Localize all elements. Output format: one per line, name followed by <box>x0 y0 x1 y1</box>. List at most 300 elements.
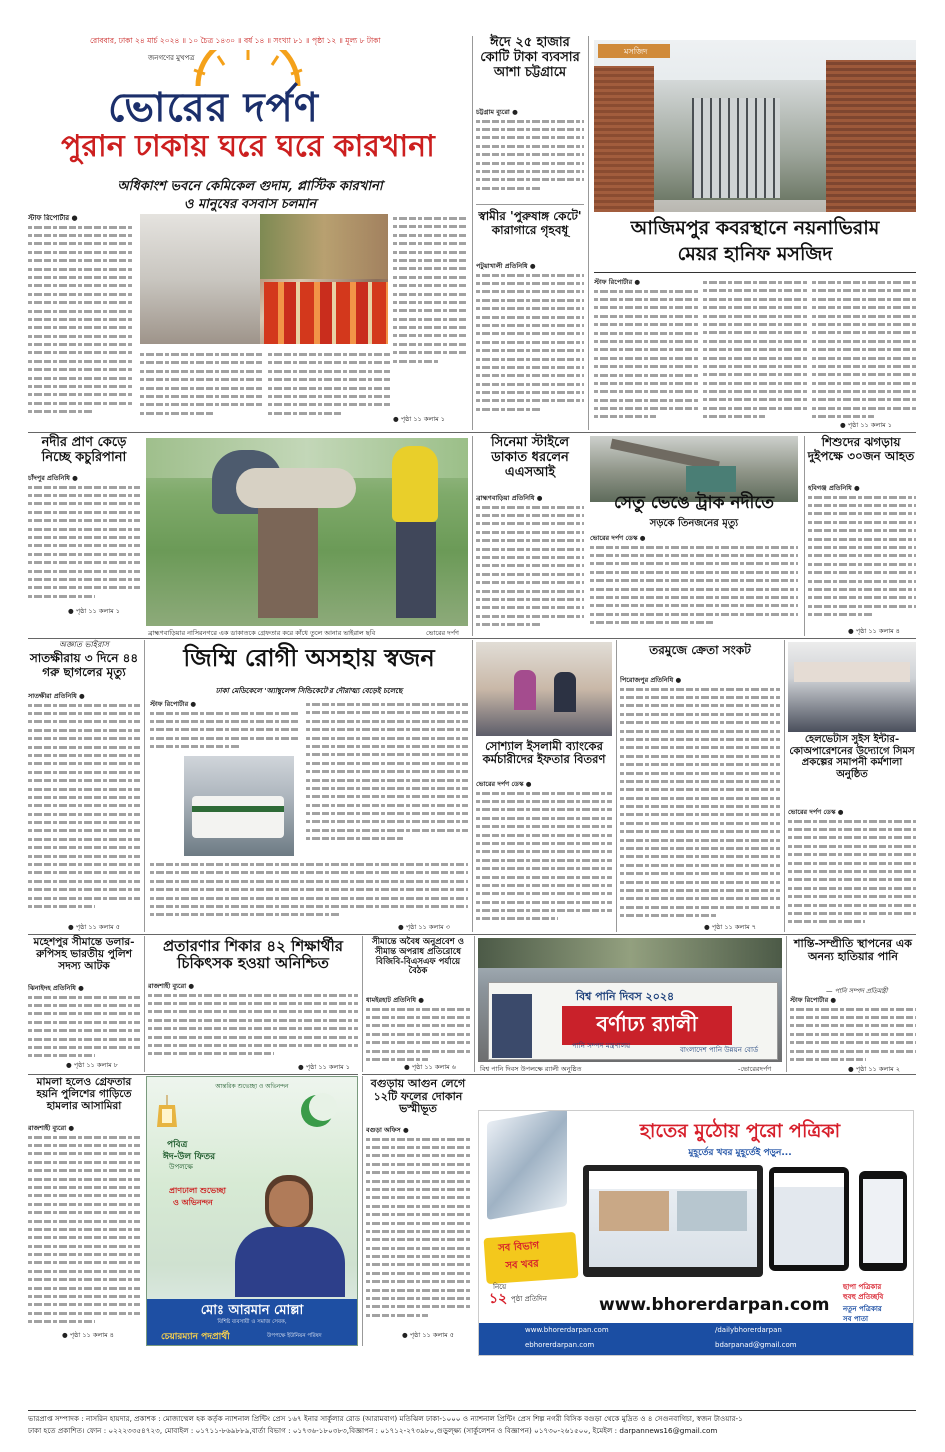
text-line <box>476 553 584 561</box>
text-line <box>620 785 780 793</box>
kids-jump: ● পৃষ্ঠা ১১ কলাম ৪ <box>848 627 901 635</box>
text-line <box>788 842 916 850</box>
epaper-pages-note: নিয়ে <box>493 1283 507 1291</box>
text-line <box>808 568 916 576</box>
text-line <box>28 1292 140 1300</box>
lead-column-4 <box>393 214 468 374</box>
text-line <box>366 1277 470 1285</box>
text-line <box>306 700 468 708</box>
text-line <box>366 1311 428 1319</box>
text-line <box>476 125 584 133</box>
text-line <box>808 560 916 568</box>
text-line <box>476 873 612 881</box>
text-line <box>476 329 584 337</box>
border-jump: ● পৃষ্ঠা ১১ কলাম ৬ <box>404 1063 457 1071</box>
text-line <box>594 379 698 387</box>
helvetas-headline: হেলভেটাস সুইস ইন্টার-কোঅপারেশনের উদ্যোগে সিমস প্রকল্পের সমাপনী কর্মশালা অনুষ্ঠিত <box>789 734 915 780</box>
text-line <box>28 491 140 499</box>
text-line <box>620 735 780 743</box>
helvetas-byline: ভোরের দর্পণ ডেস্ক ● <box>788 808 844 816</box>
mahespur-jump: ● পৃষ্ঠা ১১ কলাম ৮ <box>66 1061 119 1069</box>
text-line <box>28 357 134 365</box>
text-line <box>594 412 656 420</box>
text-line <box>28 801 140 809</box>
text-line <box>28 877 140 885</box>
lantern-icon <box>153 1095 181 1139</box>
text-line <box>150 885 468 893</box>
rally-ministry: পানি সম্পদ মন্ত্রণালয় <box>572 1042 631 1050</box>
text-line <box>28 885 140 893</box>
epaper-monitor <box>583 1165 763 1277</box>
text-line <box>28 281 134 289</box>
eid-ad-name: মোঃ আরমান মোল্লা <box>200 1303 304 1318</box>
epaper-contact-facebook[interactable]: /dailybhorerdarpan <box>715 1326 782 1334</box>
eid-body <box>476 108 584 200</box>
text-line <box>476 519 584 527</box>
ambulance-photo <box>184 756 294 856</box>
text-line <box>28 231 134 239</box>
text-line <box>812 328 916 336</box>
text-line <box>28 1225 140 1233</box>
text-line <box>140 409 213 417</box>
text-line <box>790 1013 916 1021</box>
husband-headline: স্বামীর 'পুরুষাঙ্গ কেটে' কারাগারে গৃহবধূ <box>478 209 582 237</box>
text-line <box>620 819 780 827</box>
epaper-contact-web[interactable]: www.bhorerdarpan.com <box>525 1326 609 1334</box>
social-byline: ভোরের দর্পণ ডেস্ক ● <box>476 780 532 788</box>
text-line <box>790 1055 866 1063</box>
text-line <box>788 909 916 917</box>
text-line <box>28 592 95 600</box>
text-line <box>28 1175 140 1183</box>
text-line <box>150 734 300 742</box>
social-body <box>476 780 612 930</box>
text-line <box>393 281 468 289</box>
text-line <box>28 860 140 868</box>
eid-ad-portrait <box>231 1167 349 1297</box>
text-line <box>812 395 916 403</box>
bogura-headline: বগুড়ায় আগুন লেগে ১২টি ফলের দোকান ভস্মীভূত <box>370 1077 466 1116</box>
text-line <box>148 1033 358 1041</box>
text-line <box>594 371 698 379</box>
text-line <box>150 902 468 910</box>
text-line <box>28 407 92 415</box>
text-line <box>808 501 916 509</box>
text-line <box>28 759 140 767</box>
text-line <box>476 388 584 396</box>
text-line <box>790 1047 916 1055</box>
text-line <box>703 354 807 362</box>
tagline: জনগণের মুখপত্র <box>148 54 195 62</box>
text-line <box>150 910 341 918</box>
text-line <box>306 784 468 792</box>
text-line <box>476 570 584 578</box>
text-line <box>620 861 780 869</box>
text-line <box>28 1133 140 1141</box>
epaper-contact-email[interactable]: bdarpanad@gmail.com <box>715 1341 797 1349</box>
text-line <box>620 769 780 777</box>
text-line <box>28 1284 140 1292</box>
cinema-body <box>476 494 584 634</box>
text-line <box>476 117 584 125</box>
text-line <box>476 856 612 864</box>
mosque-byline: স্টাফ রিপোর্টার ● <box>594 278 641 286</box>
text-line <box>594 404 698 412</box>
bridge-byline: ভোরের দর্পণ ডেস্ক ● <box>590 534 646 542</box>
kids-headline: শিশুদের ঝগড়ায় দুইপক্ষে ৩০জন আহত <box>807 435 915 463</box>
eid-ad-org: উপপক্ষে ইউনিয়ন পরিষদ <box>267 1333 322 1339</box>
iftar-photo <box>476 642 612 736</box>
epaper-tag-1: ছাপা পত্রিকার <box>843 1283 882 1291</box>
text-line <box>808 610 873 618</box>
text-line <box>28 776 140 784</box>
imprint-line-2: ঢাকা হতে প্রকাশিত। ফোন : ০২২২৩৩৫৪৭২৩, মোবাইল : ০১৭১১-৮৬৯৮৮৯,বার্তা বিভাগ : ০১৭৩৬-১৮০৩৮৩,বিজ্ঞাপন : ০১৭১২-২৭৩৯৮০,গুড়ুল্ক্ষ্য (সার্কুলেশন ও বিজ্ঞাপন) ০১৭৩০-২৬১৫০০, ইমেইল : darpannews16@gmail.com <box>28 1426 718 1435</box>
text-line <box>476 142 584 150</box>
husband-body <box>476 262 584 422</box>
text-line <box>476 831 612 839</box>
text-line <box>28 575 140 583</box>
text-line <box>28 902 95 910</box>
river-headline: নদীর প্রাণ কেড়ে নিচ্ছে কচুরিপানা <box>41 435 127 465</box>
hostage-column-2 <box>306 700 468 850</box>
text-line <box>28 332 134 340</box>
border-byline: ধামইরহাট প্রতিনিধি ● <box>366 996 424 1004</box>
epaper-headline: হাতের মুঠোয় পুরো পত্রিকা <box>639 1120 841 1142</box>
mahespur-headline: মহেশপুর সীমান্তে ডলার-রুপিসহ ভারতীয় পুলিশ সদস্য আটক <box>33 936 135 973</box>
eid-ad-line1: পবিত্র <box>167 1140 188 1150</box>
epaper-contact-epaper[interactable]: ebhorerdarpan.com <box>525 1341 595 1349</box>
dateline: রোববার, ঢাকা ২৪ মার্চ ২০২৪ ॥ ১০ চৈত্র ১৪৩০ ॥ বর্ষ ১৪ ॥ সংখ্যা ৮১ ॥ পৃষ্ঠা ১২ ॥ মূল্য ৮ টাকা <box>90 36 381 45</box>
text-line <box>790 1021 916 1029</box>
text-line <box>476 822 612 830</box>
text-line <box>703 395 807 403</box>
text-line <box>476 159 584 167</box>
text-line <box>28 1242 140 1250</box>
text-line <box>28 1051 95 1059</box>
text-line <box>366 1286 470 1294</box>
text-line <box>808 526 916 534</box>
text-line <box>28 1035 140 1043</box>
text-line <box>788 825 916 833</box>
text-line <box>476 271 584 279</box>
text-line <box>476 789 612 797</box>
kids-byline: হবিগঞ্জ প্রতিনিধি ● <box>808 484 860 492</box>
text-line <box>366 1151 470 1159</box>
text-line <box>366 1005 470 1013</box>
text-line <box>28 273 134 281</box>
hostage-byline: স্টাফ রিপোর্টার ● <box>150 700 197 708</box>
text-line <box>620 701 780 709</box>
epaper-badge-2: সব খবর <box>505 1258 540 1272</box>
epaper-phone <box>859 1171 907 1271</box>
text-line <box>476 814 612 822</box>
text-line <box>393 256 468 264</box>
text-line <box>620 718 780 726</box>
peace-kicker: — পানি সম্পদ প্রতিমন্ত্রী <box>826 987 888 995</box>
text-line <box>28 826 140 834</box>
text-line <box>703 320 807 328</box>
text-line <box>476 184 541 192</box>
text-line <box>28 550 140 558</box>
text-line <box>476 133 584 141</box>
text-line <box>590 543 798 551</box>
text-line <box>812 345 916 353</box>
text-line <box>703 404 807 412</box>
text-line <box>140 392 262 400</box>
text-line <box>812 379 916 387</box>
text-line <box>28 567 140 575</box>
text-line <box>148 1024 358 1032</box>
text-line <box>476 536 584 544</box>
text-line <box>590 559 798 567</box>
text-line <box>476 503 584 511</box>
peace-byline: স্টাফ রিপোর্টার ● <box>790 996 837 1004</box>
text-line <box>476 914 558 922</box>
text-line <box>620 903 780 911</box>
goats-body <box>28 692 140 924</box>
text-line <box>703 337 807 345</box>
hostage-headline: জিম্মি রোগী অসহায় স্বজন <box>183 643 435 672</box>
text-line <box>393 264 468 272</box>
mosque-tag: মসজিদ <box>598 44 670 58</box>
text-line <box>366 1193 470 1201</box>
text-line <box>28 558 140 566</box>
text-line <box>393 331 468 339</box>
text-line <box>788 859 916 867</box>
text-line <box>150 894 468 902</box>
text-line <box>28 541 140 549</box>
text-line <box>620 869 780 877</box>
lead-column-1 <box>28 214 134 424</box>
text-line <box>812 387 916 395</box>
text-line <box>703 379 807 387</box>
text-line <box>28 508 140 516</box>
text-line <box>28 843 140 851</box>
case-headline: মামলা হলেও গ্রেফতার হয়নি পুলিশের গাড়িতে হামলার আসামিরা <box>36 1076 132 1113</box>
text-line <box>620 810 780 818</box>
text-line <box>268 400 390 408</box>
text-line <box>140 367 262 375</box>
mosque-column-2 <box>703 278 807 428</box>
text-line <box>594 362 698 370</box>
text-line <box>620 827 780 835</box>
text-line <box>268 384 390 392</box>
text-line <box>28 734 140 742</box>
text-line <box>788 884 916 892</box>
text-line <box>28 717 140 725</box>
text-line <box>366 1160 470 1168</box>
text-line <box>28 298 134 306</box>
text-line <box>150 868 468 876</box>
newspaper-title: ভোরের দর্পণ <box>108 84 319 128</box>
text-line <box>28 1208 140 1216</box>
text-line <box>28 382 134 390</box>
text-line <box>306 792 468 800</box>
text-line <box>28 1275 140 1283</box>
melon-byline: পিরোজপুর প্রতিনিধি ● <box>620 676 682 684</box>
text-line <box>476 898 612 906</box>
text-line <box>703 295 807 303</box>
text-line <box>812 370 916 378</box>
goats-headline: সাতক্ষীরায় ৩ দিনে ৪৪ গরু ছাগলের মৃত্যু <box>29 651 139 679</box>
text-line <box>28 348 134 356</box>
text-line <box>620 911 716 919</box>
goats-byline: সাতক্ষীরা প্রতিনিধি ● <box>28 692 85 700</box>
text-line <box>594 312 698 320</box>
text-line <box>148 1041 358 1049</box>
text-line <box>28 1009 140 1017</box>
text-line <box>476 313 584 321</box>
epaper-tag-2: হুবহু প্রতিচ্ছবি <box>843 1293 884 1301</box>
text-line <box>788 875 916 883</box>
peace-headline: শান্তি-সম্প্রীতি স্থাপনের এক অনন্য হাতিয়ার পানি <box>794 937 912 963</box>
text-line <box>268 375 390 383</box>
text-line <box>28 701 140 709</box>
text-line <box>28 323 134 331</box>
text-line <box>476 603 584 611</box>
text-line <box>366 1235 470 1243</box>
text-line <box>28 256 134 264</box>
text-line <box>476 561 584 569</box>
fraud-body <box>148 982 358 1066</box>
text-line <box>393 231 468 239</box>
hostage-jump: ● পৃষ্ঠা ১১ কলাম ৩ <box>398 923 451 931</box>
text-line <box>594 345 698 353</box>
text-line <box>28 835 140 843</box>
text-line <box>703 387 807 395</box>
epaper-badge <box>484 1232 579 1284</box>
text-line <box>148 1049 274 1057</box>
text-line <box>590 601 798 609</box>
text-line <box>28 751 140 759</box>
text-line <box>366 1135 470 1143</box>
epaper-subheadline: মুহূর্তের খবর মুহূর্তেই পড়ুন... <box>688 1148 792 1158</box>
text-line <box>28 810 140 818</box>
text-line <box>306 742 468 750</box>
text-line <box>366 1260 470 1268</box>
text-line <box>28 1217 140 1225</box>
text-line <box>476 578 584 586</box>
text-line <box>476 587 584 595</box>
text-line <box>28 307 134 315</box>
text-line <box>620 743 780 751</box>
text-line <box>306 801 468 809</box>
text-line <box>812 286 916 294</box>
text-line <box>476 839 612 847</box>
text-line <box>366 1177 470 1185</box>
text-line <box>790 1038 916 1046</box>
text-line <box>594 329 698 337</box>
bogura-byline: বগুড়া অফিস ● <box>366 1126 409 1134</box>
text-line <box>366 1219 470 1227</box>
text-line <box>366 1168 470 1176</box>
mosque-headline-1: আজিমপুর কবরস্থানে নয়নাভিরাম <box>630 217 880 239</box>
text-line <box>366 1302 470 1310</box>
text-line <box>268 367 390 375</box>
peace-body <box>790 996 916 1066</box>
text-line <box>808 602 916 610</box>
text-line <box>150 717 300 725</box>
text-line <box>366 1021 470 1029</box>
text-line <box>28 1149 140 1157</box>
epaper-tag-3: নতুন পত্রিকার <box>843 1305 882 1313</box>
mahespur-byline: ঝিনাইদহ প্রতিনিধি ● <box>28 984 84 992</box>
text-line <box>703 412 765 420</box>
text-line <box>393 315 468 323</box>
text-line <box>28 499 140 507</box>
epaper-ad <box>478 1110 914 1356</box>
text-line <box>393 214 468 222</box>
text-line <box>28 1250 140 1258</box>
text-line <box>476 881 612 889</box>
text-line <box>476 620 541 628</box>
text-line <box>28 223 134 231</box>
text-line <box>28 525 140 533</box>
text-line <box>306 725 468 733</box>
epaper-url[interactable]: www.bhorerdarpan.com <box>599 1295 830 1315</box>
text-line <box>140 400 262 408</box>
text-line <box>28 768 140 776</box>
text-line <box>476 150 584 158</box>
text-line <box>140 384 262 392</box>
text-line <box>306 759 468 767</box>
melon-body <box>620 676 780 926</box>
text-line <box>28 894 140 902</box>
goats-kicker: অজ্ঞাত ভাইরাস <box>59 640 109 649</box>
peace-jump: ● পৃষ্ঠা ১১ কলাম ২ <box>848 1065 901 1073</box>
text-line <box>268 409 341 417</box>
epaper-rolled-paper <box>487 1110 567 1220</box>
lead-headline: পুরান ঢাকায় ঘরে ঘরে কারখানা <box>61 129 435 164</box>
lead-column-bottom-b <box>268 350 390 426</box>
text-line <box>808 518 916 526</box>
text-line <box>306 708 468 716</box>
text-line <box>812 362 916 370</box>
text-line <box>393 290 468 298</box>
text-line <box>366 1252 470 1260</box>
text-line <box>594 287 698 295</box>
text-line <box>28 1267 140 1275</box>
text-line <box>808 509 916 517</box>
text-line <box>28 483 140 491</box>
text-line <box>393 248 468 256</box>
text-line <box>476 355 584 363</box>
text-line <box>703 312 807 320</box>
text-line <box>28 818 140 826</box>
lead-photo-warehouse <box>140 214 388 344</box>
text-line <box>808 585 916 593</box>
rally-board: বাংলাদেশ পানি উন্নয়ন বোর্ড <box>680 1046 759 1054</box>
text-line <box>28 793 140 801</box>
text-line <box>476 528 584 536</box>
text-line <box>590 610 798 618</box>
text-line <box>28 290 134 298</box>
text-line <box>476 595 584 603</box>
text-line <box>148 999 358 1007</box>
text-line <box>306 767 468 775</box>
river-body <box>28 474 140 610</box>
text-line <box>393 306 468 314</box>
text-line <box>620 777 780 785</box>
text-line <box>28 1233 140 1241</box>
text-line <box>476 304 584 312</box>
text-line <box>476 338 584 346</box>
river-byline: চাঁদপুর প্রতিনিধি ● <box>28 474 78 482</box>
text-line <box>393 239 468 247</box>
eid-ad-top: আন্তরিক শুভেচ্ছা ও অভিনন্দন <box>215 1083 289 1090</box>
text-line <box>476 287 584 295</box>
text-line <box>150 725 300 733</box>
